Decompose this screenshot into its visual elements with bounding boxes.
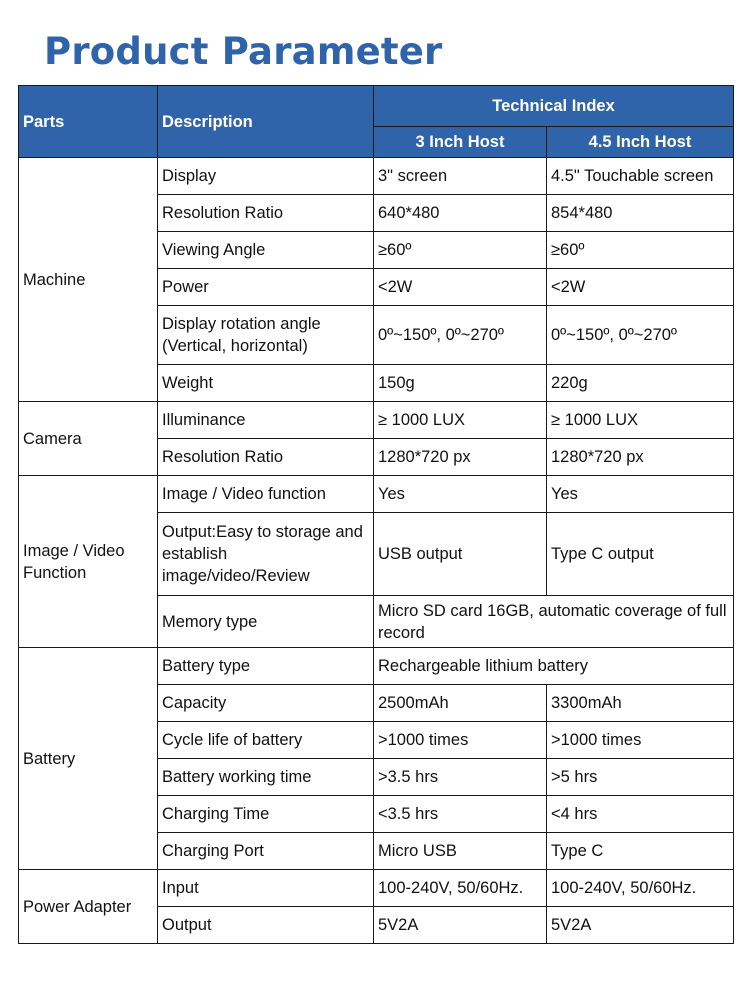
row-description: Memory type: [158, 596, 374, 648]
header-parts: Parts: [19, 86, 158, 158]
row-value-3inch: 0º~150º, 0º~270º: [374, 306, 547, 365]
header-technical-index: Technical Index: [374, 86, 734, 127]
row-value-3inch: 1280*720 px: [374, 439, 547, 476]
row-description: Viewing Angle: [158, 232, 374, 269]
row-description: Power: [158, 269, 374, 306]
group-camera: Camera: [19, 402, 158, 476]
row-value-merged: Rechargeable lithium battery: [374, 648, 734, 685]
row-value-4-5inch: <2W: [547, 269, 734, 306]
row-value-4-5inch: >1000 times: [547, 722, 734, 759]
row-value-3inch: >3.5 hrs: [374, 759, 547, 796]
row-value-3inch: ≥ 1000 LUX: [374, 402, 547, 439]
row-value-4-5inch: 5V2A: [547, 907, 734, 944]
row-description: Input: [158, 870, 374, 907]
row-value-3inch: USB output: [374, 513, 547, 596]
row-value-3inch: 5V2A: [374, 907, 547, 944]
row-value-4-5inch: 854*480: [547, 195, 734, 232]
row-value-3inch: 3" screen: [374, 158, 547, 195]
row-value-3inch: 2500mAh: [374, 685, 547, 722]
row-description: Resolution Ratio: [158, 195, 374, 232]
row-value-4-5inch: Type C: [547, 833, 734, 870]
page-title: Product Parameter: [44, 30, 443, 73]
row-description: Capacity: [158, 685, 374, 722]
group-battery: Battery: [19, 648, 158, 870]
row-value-4-5inch: 220g: [547, 365, 734, 402]
header-4-5-inch-host: 4.5 Inch Host: [547, 127, 734, 158]
table-row: [19, 158, 734, 195]
row-value-4-5inch: 4.5" Touchable screen: [547, 158, 734, 195]
table-row: [19, 648, 734, 685]
header-description: Description: [158, 86, 374, 158]
row-description: Resolution Ratio: [158, 439, 374, 476]
row-value-4-5inch: 100-240V, 50/60Hz.: [547, 870, 734, 907]
row-value-3inch: ≥60º: [374, 232, 547, 269]
spec-table: [18, 85, 734, 944]
row-value-3inch: >1000 times: [374, 722, 547, 759]
row-value-4-5inch: ≥ 1000 LUX: [547, 402, 734, 439]
row-value-3inch: <3.5 hrs: [374, 796, 547, 833]
row-value-3inch: Yes: [374, 476, 547, 513]
row-description: Battery type: [158, 648, 374, 685]
row-description: Charging Port: [158, 833, 374, 870]
row-description: Output: [158, 907, 374, 944]
row-value-4-5inch: >5 hrs: [547, 759, 734, 796]
row-description: Display rotation angle (Vertical, horizontal): [158, 306, 374, 365]
row-value-merged: Micro SD card 16GB, automatic coverage of full record: [374, 596, 734, 648]
row-value-4-5inch: 0º~150º, 0º~270º: [547, 306, 734, 365]
row-value-4-5inch: 3300mAh: [547, 685, 734, 722]
row-value-3inch: <2W: [374, 269, 547, 306]
row-value-4-5inch: 1280*720 px: [547, 439, 734, 476]
row-value-4-5inch: <4 hrs: [547, 796, 734, 833]
row-description: Battery working time: [158, 759, 374, 796]
row-value-3inch: 100-240V, 50/60Hz.: [374, 870, 547, 907]
table-row: [19, 476, 734, 513]
row-description: Cycle life of battery: [158, 722, 374, 759]
row-description: Display: [158, 158, 374, 195]
row-description: Image / Video function: [158, 476, 374, 513]
row-description: Output:Easy to storage and establish image/video/Review: [158, 513, 374, 596]
row-description: Charging Time: [158, 796, 374, 833]
row-value-4-5inch: Type C output: [547, 513, 734, 596]
table-row: [19, 870, 734, 907]
header-3-inch-host: 3 Inch Host: [374, 127, 547, 158]
group-image-video-function: Image / Video Function: [19, 476, 158, 648]
row-description: Illuminance: [158, 402, 374, 439]
row-value-3inch: 150g: [374, 365, 547, 402]
row-value-4-5inch: ≥60º: [547, 232, 734, 269]
row-value-3inch: Micro USB: [374, 833, 547, 870]
group-power-adapter: Power Adapter: [19, 870, 158, 944]
row-value-4-5inch: Yes: [547, 476, 734, 513]
row-description: Weight: [158, 365, 374, 402]
row-value-3inch: 640*480: [374, 195, 547, 232]
group-machine: Machine: [19, 158, 158, 402]
table-row: [19, 402, 734, 439]
